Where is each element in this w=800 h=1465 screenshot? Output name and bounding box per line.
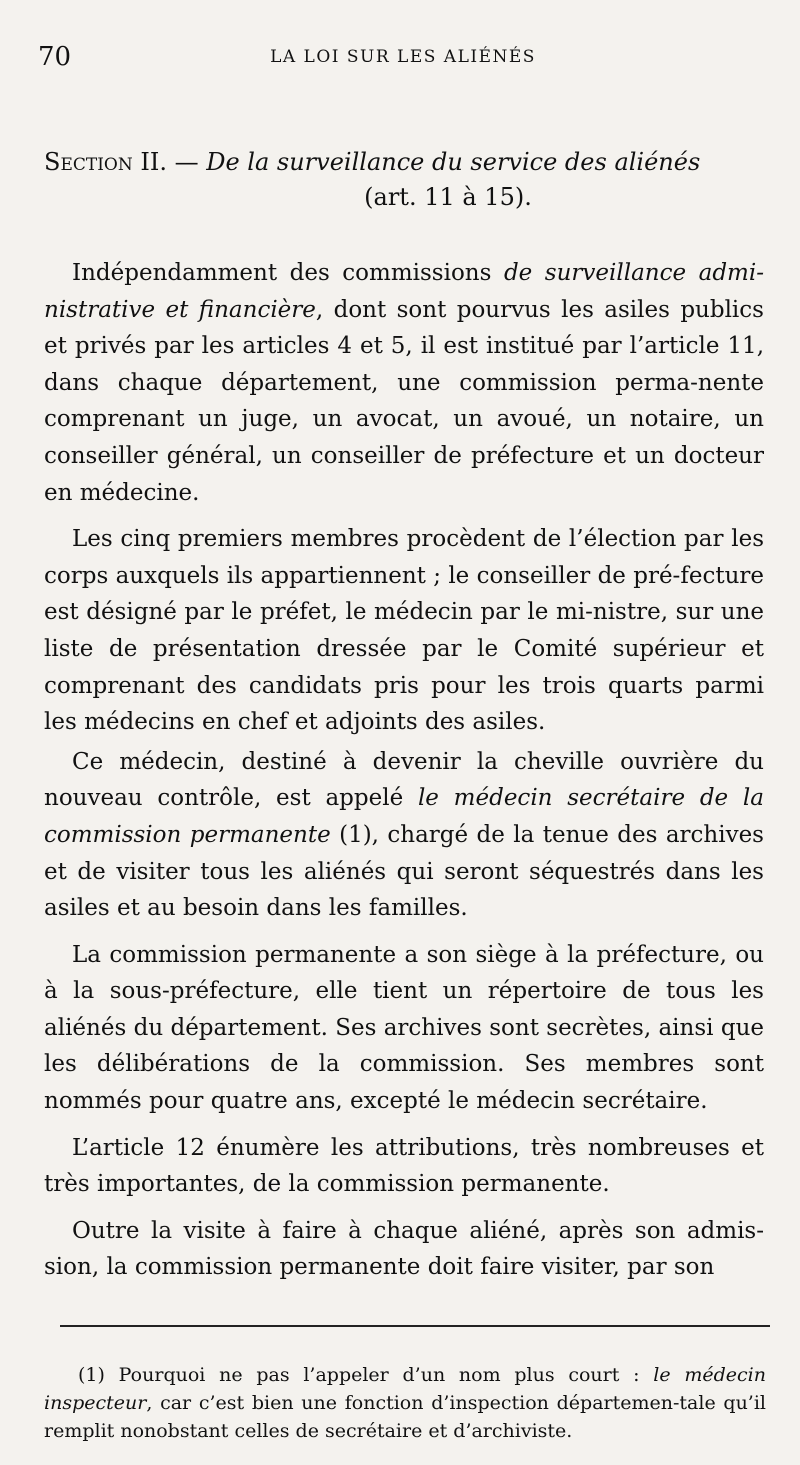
footnote-text: , car c’est bien une fonction d’inspection départemen-tale qu’il remplit nonobstant celles de secrétaire et d’archiviste. — [44, 1392, 766, 1442]
paragraph-text: La commission permanente a son siège à la préfecture, ou à la sous-préfecture, elle tient un répertoire de tous les aliénés du département. Ses archives sont secrètes, ainsi que les délibérations de la commission. Ses membres sont nommés pour quatre ans, excepté le médecin secrétaire. — [44, 941, 764, 1115]
paragraph — [44, 1130, 764, 1203]
paragraph-text: Indépendamment des commissions — [72, 260, 504, 286]
paragraph-text: (1), chargé de la tenue des archives et de visiter tous les aliénés qui seront séquestrés dans les asiles et au besoin dans les familles. — [44, 821, 764, 922]
footnote — [44, 1361, 766, 1445]
page-header — [38, 42, 768, 78]
footnote-text: (1) Pourquoi ne pas l’appeler d’un nom plus court : — [78, 1364, 654, 1386]
paragraph — [44, 255, 764, 511]
section-title: De la surveillance du service des aliénés — [206, 148, 701, 176]
paragraph — [44, 1213, 764, 1286]
paragraph-italic: le médecin secrétaire de la commission permanente — [44, 785, 764, 848]
footnote-italic: le médecin inspecteur — [44, 1364, 766, 1414]
paragraph-text: , dont sont pourvus les asiles publics et privés par les articles 4 et 5, il est institué par l’article 11, dans chaque département, une commission perma-nente comprenant un juge, un avocat, un avoué, un notaire, un conseiller général, un conseiller de préfecture et un docteur en médecine. — [44, 296, 764, 506]
paragraph — [44, 521, 764, 741]
section-article-range: (art. 11 à 15). — [364, 183, 532, 211]
section-heading — [44, 145, 762, 215]
paragraph-text: L’article 12 énumère les attributions, très nombreuses et très importantes, de la commission permanente. — [44, 1134, 764, 1198]
running-title: LA LOI SUR LES ALIÉNÉS — [270, 47, 536, 67]
paragraph — [44, 937, 764, 1120]
section-dash: — — [166, 148, 207, 176]
paragraph-text: Ce médecin, destiné à devenir la cheville ouvrière du nouveau contrôle, est appelé — [44, 748, 764, 812]
page-number: 70 — [38, 42, 72, 72]
section-label: Section II. — [44, 148, 167, 176]
body-text — [44, 255, 764, 1292]
paragraph — [44, 744, 764, 927]
paragraph-italic: de surveillance admi-nistrative et financière — [44, 260, 764, 323]
footnote-divider — [60, 1325, 770, 1327]
paragraph-text: Outre la visite à faire à chaque aliéné, après son admis-sion, la commission permanente doit faire visiter, par son — [44, 1217, 764, 1281]
paragraph-text: Les cinq premiers membres procèdent de l’élection par les corps auxquels ils appartiennent ; le conseiller de pré-fecture est désigné par le préfet, le médecin par le mi-nistre, sur une liste de présentation dressée par le Comité supérieur et comprenant des candidats pris pour les trois quarts parmi les médecins en chef et adjoints des asiles. — [44, 526, 764, 736]
